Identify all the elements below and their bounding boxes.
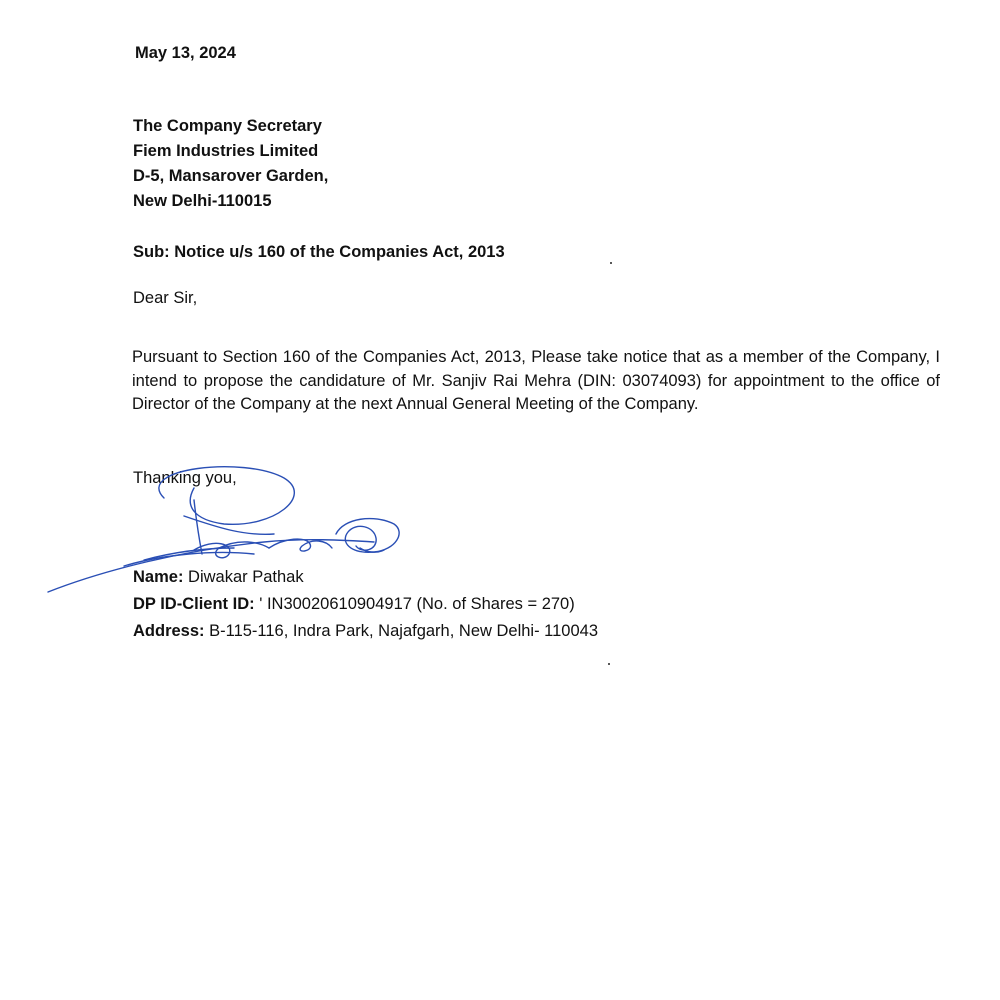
salutation: Dear Sir, xyxy=(133,289,198,307)
signer-name-label: Name: xyxy=(133,568,184,586)
recipient-city: New Delhi-110015 xyxy=(133,192,272,210)
scan-speck xyxy=(608,663,610,665)
recipient-company: Fiem Industries Limited xyxy=(133,142,319,160)
recipient-street: D-5, Mansarover Garden, xyxy=(133,167,329,185)
scan-speck xyxy=(610,262,612,264)
signer-dp-label: DP ID-Client ID: xyxy=(133,595,255,613)
letter-subject: Sub: Notice u/s 160 of the Companies Act, 2013 xyxy=(133,243,505,261)
signer-name-line xyxy=(133,568,304,588)
letter-date: May 13, 2024 xyxy=(135,44,236,62)
signer-address-value: B-115-116, Indra Park, Najafgarh, New Delhi- 110043 xyxy=(209,622,599,640)
closing-line: Thanking you, xyxy=(133,469,237,487)
signer-dp-value: ' IN30020610904917 (No. of Shares = 270) xyxy=(259,595,575,613)
signer-dp-line xyxy=(133,595,575,615)
letter-body: Pursuant to Section 160 of the Companies Act, 2013, Please take notice that as a member of the Company, I intend to propose the candidature of Mr. Sanjiv Rai Mehra (DIN: 03074093) for appointment to the office of Director of the Company at the next Annual General Meeting of the Company. xyxy=(132,348,940,413)
signer-address-line xyxy=(133,622,598,642)
recipient-title: The Company Secretary xyxy=(133,117,322,135)
signer-address-label: Address: xyxy=(133,622,205,640)
signer-name-value: Diwakar Pathak xyxy=(188,568,304,586)
